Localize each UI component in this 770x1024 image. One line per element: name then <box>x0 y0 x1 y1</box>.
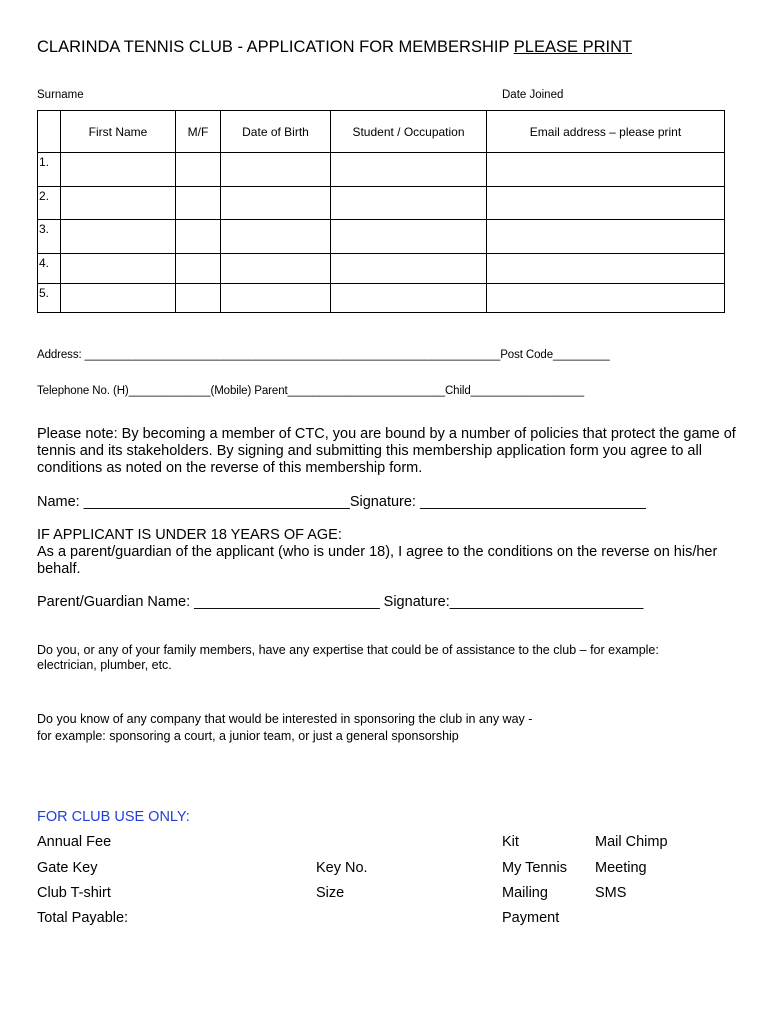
row-number: 4. <box>38 254 61 284</box>
guardian-signature-line[interactable]: Parent/Guardian Name: _______________________ Signature:________________________ <box>37 594 644 610</box>
dob-cell[interactable] <box>221 254 331 284</box>
members-table-header <box>38 111 725 153</box>
kit-label: Kit <box>502 834 519 850</box>
date-joined-label: Date Joined <box>502 89 564 101</box>
email-cell[interactable] <box>487 284 725 313</box>
gate-key-label: Gate Key <box>37 860 98 876</box>
total-payable-label: Total Payable: <box>37 910 129 926</box>
first-name-cell[interactable] <box>61 153 176 187</box>
policy-note: Please note: By becoming a member of CTC, you are bound by a number of policies that protect the game of tennis and its stakeholders. By signing and submitting this membership application form you agree to all conditions as noted on the reverse of this membership form. <box>37 426 736 476</box>
gender-cell[interactable] <box>176 254 221 284</box>
email-cell[interactable] <box>487 220 725 254</box>
first-name-cell[interactable] <box>61 187 176 220</box>
row-number: 1. <box>38 153 61 187</box>
dob-cell[interactable] <box>221 187 331 220</box>
column-header-email: Email address – please print <box>487 111 725 153</box>
my-tennis-label: My Tennis <box>502 860 568 876</box>
table-row <box>38 153 725 187</box>
address-line[interactable]: Address: __________________________________________________________________Post Code_________ <box>37 349 610 361</box>
annual-fee-label: Annual Fee <box>37 834 112 850</box>
column-header-occupation: Student / Occupation <box>331 111 487 153</box>
column-header-first-name: First Name <box>61 111 176 153</box>
club-use-heading: FOR CLUB USE ONLY: <box>37 809 190 825</box>
occupation-cell[interactable] <box>331 284 487 313</box>
under18-text: As a parent/guardian of the applicant (who is under 18), I agree to the conditions on the reverse on his/her behalf. <box>37 544 718 577</box>
members-table <box>37 110 725 313</box>
mailing-label: Mailing <box>502 885 548 901</box>
payment-label: Payment <box>502 910 560 926</box>
occupation-cell[interactable] <box>331 153 487 187</box>
row-number: 2. <box>38 187 61 220</box>
mail-chimp-label: Mail Chimp <box>595 834 668 850</box>
dob-cell[interactable] <box>221 153 331 187</box>
table-row <box>38 220 725 254</box>
telephone-line[interactable]: Telephone No. (H)_____________(Mobile) Parent_________________________Child__________________ <box>37 385 585 397</box>
under18-heading: IF APPLICANT IS UNDER 18 YEARS OF AGE: <box>37 527 342 543</box>
name-signature-line[interactable]: Name: _________________________________Signature: ____________________________ <box>37 494 646 510</box>
column-header-gender: M/F <box>176 111 221 153</box>
first-name-cell[interactable] <box>61 254 176 284</box>
form-title-please-print: PLEASE PRINT <box>513 38 633 56</box>
club-tshirt-label: Club T-shirt <box>37 885 111 901</box>
column-header-dob: Date of Birth <box>221 111 331 153</box>
occupation-cell[interactable] <box>331 254 487 284</box>
email-cell[interactable] <box>487 153 725 187</box>
gender-cell[interactable] <box>176 187 221 220</box>
occupation-cell[interactable] <box>331 220 487 254</box>
sponsorship-question-line1: Do you know of any company that would be interested in sponsoring the club in any way - <box>37 712 533 726</box>
surname-label: Surname <box>37 89 84 101</box>
form-title-main: CLARINDA TENNIS CLUB - APPLICATION FOR MEMBERSHIP <box>37 38 514 56</box>
sponsorship-question-line2: for example: sponsoring a court, a junior team, or just a general sponsorship <box>37 729 459 743</box>
table-row <box>38 254 725 284</box>
email-cell[interactable] <box>487 254 725 284</box>
gender-cell[interactable] <box>176 153 221 187</box>
gender-cell[interactable] <box>176 284 221 313</box>
email-cell[interactable] <box>487 187 725 220</box>
first-name-cell[interactable] <box>61 284 176 313</box>
expertise-question: Do you, or any of your family members, have any expertise that could be of assistance to the club – for example: electrician, plumber, etc. <box>37 643 659 672</box>
form-title <box>37 38 632 57</box>
table-row <box>38 284 725 313</box>
gender-cell[interactable] <box>176 220 221 254</box>
occupation-cell[interactable] <box>331 187 487 220</box>
key-no-label: Key No. <box>316 860 368 876</box>
sms-label: SMS <box>595 885 627 901</box>
first-name-cell[interactable] <box>61 220 176 254</box>
table-row <box>38 187 725 220</box>
row-number: 5. <box>38 284 61 313</box>
column-header-number <box>38 111 61 153</box>
meeting-label: Meeting <box>595 860 647 876</box>
row-number: 3. <box>38 220 61 254</box>
dob-cell[interactable] <box>221 220 331 254</box>
dob-cell[interactable] <box>221 284 331 313</box>
size-label: Size <box>316 885 345 901</box>
